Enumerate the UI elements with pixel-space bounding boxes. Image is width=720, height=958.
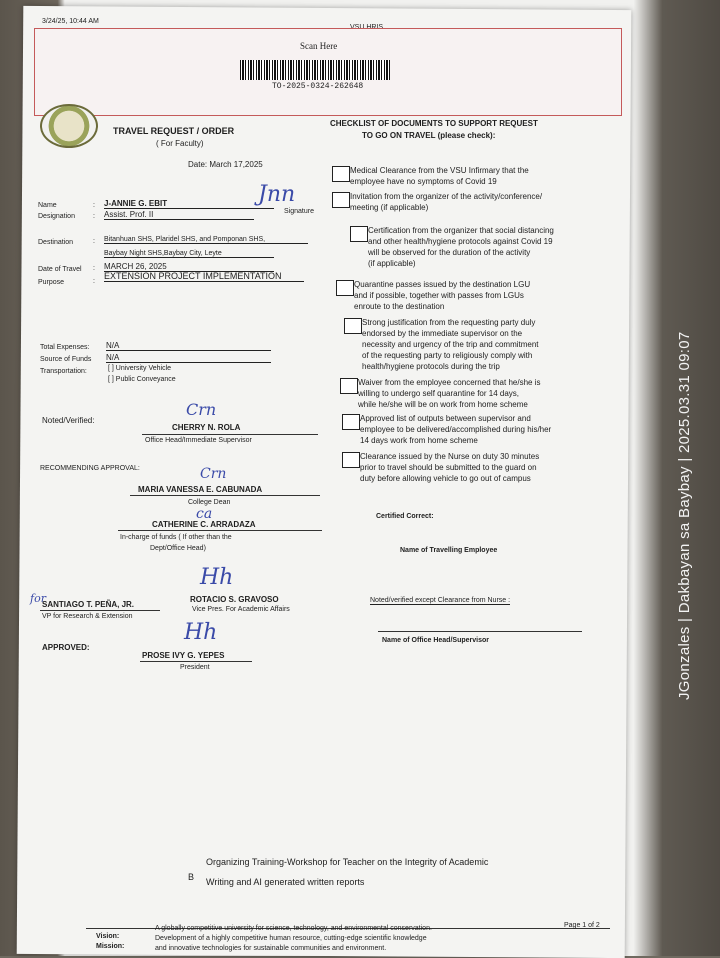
checklist-item-text: (if applicable) bbox=[368, 259, 416, 268]
checklist-item-text: Certification from the organizer that social distancing bbox=[368, 226, 554, 235]
checklist-checkbox[interactable] bbox=[342, 414, 360, 430]
employee-signature: Jnn bbox=[258, 182, 296, 207]
dean-signature: Crn bbox=[200, 466, 227, 482]
colon: : bbox=[93, 238, 95, 245]
checklist-item-text: endorsed by the immediate supervisor on the bbox=[362, 329, 523, 338]
item-letter: B bbox=[188, 872, 195, 882]
office-head-line bbox=[378, 631, 582, 632]
checklist-item-text: while he/she will be on work from home scheme bbox=[358, 400, 528, 409]
travelling-employee-label: Name of Travelling Employee bbox=[400, 547, 498, 554]
designation-label: Designation bbox=[38, 213, 75, 220]
checklist-item-text: will be observed for the duration of the activity bbox=[368, 248, 531, 257]
dean-name: MARIA VANESSA E. CABUNADA bbox=[138, 485, 263, 494]
dean-title: College Dean bbox=[188, 499, 231, 506]
photo-watermark: JGonzales | Dakbayan sa Baybay | 2025.03.31 09:07 bbox=[676, 331, 693, 700]
funds-signature-line bbox=[118, 530, 322, 531]
checklist-title-line2: TO GO ON TRAVEL (please check): bbox=[362, 131, 496, 140]
date-of-travel-value: MARCH 26, 2025 bbox=[104, 262, 274, 272]
vp-research-line bbox=[40, 610, 160, 611]
vp-research-signature: for bbox=[30, 592, 46, 605]
mission-label: Mission: bbox=[96, 943, 125, 950]
funds-incharge-title-line2: Dept/Office Head) bbox=[150, 545, 206, 552]
page-number: Page 1 of 2 bbox=[564, 922, 600, 929]
vp-academic-signature: Hh bbox=[200, 565, 234, 590]
vp-academic-title: Vice Pres. For Academic Affairs bbox=[192, 606, 290, 613]
total-expenses-label: Total Expenses: bbox=[40, 344, 90, 351]
dean-signature-line bbox=[130, 495, 320, 496]
checklist-item-text: employee to be delivered/accomplished during his/her bbox=[360, 425, 552, 434]
barcode-code: TO-2025-0324-262648 bbox=[272, 82, 364, 91]
funds-incharge-title-line1: In-charge of funds ( If other than the bbox=[120, 534, 232, 541]
checklist-item-text: Strong justification from the requesting party duly bbox=[362, 318, 536, 327]
checklist-item-text: Quarantine passes issued by the destination LGU bbox=[354, 280, 531, 289]
noted-verified-label: Noted/Verified: bbox=[42, 416, 95, 425]
colon: : bbox=[93, 202, 95, 209]
certified-correct-label: Certified Correct: bbox=[376, 513, 434, 520]
purpose-label: Purpose bbox=[38, 279, 65, 286]
checklist-checkbox[interactable] bbox=[344, 318, 362, 334]
checklist-item-text: employee have no symptoms of Covid 19 bbox=[350, 177, 497, 186]
supervisor-name: CHERRY N. ROLA bbox=[172, 423, 241, 432]
checklist-item-text: 14 days work from home scheme bbox=[360, 436, 478, 445]
colon: : bbox=[93, 278, 95, 285]
total-expenses-value: N/A bbox=[106, 341, 271, 351]
president-signature: Hh bbox=[184, 620, 218, 645]
form-subtitle: ( For Faculty) bbox=[156, 139, 204, 148]
mission-text-line1: Development of a highly competitive human resource, cutting-edge scientific knowledge bbox=[155, 935, 427, 942]
vision-text: A globally competitive university for science, technology, and environmental conservation. bbox=[155, 925, 432, 932]
checklist-item-text: Approved list of outputs between supervisor and bbox=[360, 414, 531, 423]
name-label: Name bbox=[38, 202, 57, 209]
office-head-label: Name of Office Head/Supervisor bbox=[382, 637, 489, 644]
checklist-title-line1: CHECKLIST OF DOCUMENTS TO SUPPORT REQUEST bbox=[330, 119, 538, 128]
checklist-checkbox[interactable] bbox=[332, 192, 350, 208]
item-description-line1: Organizing Training-Workshop for Teacher on the Integrity of Academic bbox=[206, 857, 489, 867]
checklist-checkbox[interactable] bbox=[340, 378, 358, 394]
checklist-item-text: health/hygiene protocols during the trip bbox=[362, 362, 500, 371]
checklist-item-text: of the requesting party to religiously comply with bbox=[362, 351, 533, 360]
checklist-checkbox[interactable] bbox=[350, 226, 368, 242]
source-of-funds-value: N/A bbox=[106, 353, 271, 363]
checklist-item-text: necessity and urgency of the trip and commitment bbox=[362, 340, 539, 349]
checklist-item-text: Invitation from the organizer of the activity/conference/ bbox=[350, 192, 543, 201]
destination-line1: Bitanhuan SHS, Plaridel SHS, and Pomponan SHS, bbox=[104, 236, 308, 244]
transportation-label: Transportation: bbox=[40, 368, 87, 375]
destination-line2: Baybay Night SHS,Baybay City, Leyte bbox=[104, 250, 274, 258]
checklist-item-text: and if possible, together with passes from LGUs bbox=[354, 291, 524, 300]
checklist-item-text: Waiver from the employee concerned that he/she is bbox=[358, 378, 541, 387]
designation-value: Assist. Prof. II bbox=[104, 210, 254, 220]
supervisor-signature-line bbox=[142, 434, 318, 435]
transport-option-public-conveyance: [ ] Public Conveyance bbox=[108, 376, 176, 383]
checklist-checkbox[interactable] bbox=[336, 280, 354, 296]
barcode bbox=[240, 60, 390, 80]
checklist-item-text: duty before allowing vehicle to go out of campus bbox=[360, 474, 531, 483]
checklist-item-text: willing to undergo self quarantine for 14 days, bbox=[358, 389, 519, 398]
noted-except-nurse-label: Noted/verified except Clearance from Nurse : bbox=[370, 597, 511, 604]
checklist-item-text: Medical Clearance from the VSU Infirmary that the bbox=[350, 166, 529, 175]
signature-label: Signature bbox=[284, 208, 314, 215]
checklist-item-text: meeting (if applicable) bbox=[350, 203, 429, 212]
vp-research-title: VP for Research & Extension bbox=[42, 613, 133, 620]
print-timestamp: 3/24/25, 10:44 AM bbox=[42, 18, 99, 25]
mission-text-line2: and innovative technologies for sustainable communities and environment. bbox=[155, 945, 387, 952]
checklist-item-text: Clearance issued by the Nurse on duty 30 minutes bbox=[360, 452, 540, 461]
supervisor-signature: Crn bbox=[186, 400, 217, 419]
checklist-item-text: enroute to the destination bbox=[354, 302, 445, 311]
scan-label: Scan Here bbox=[300, 41, 338, 51]
vp-research-name: SANTIAGO T. PEÑA, JR. bbox=[42, 600, 135, 609]
transport-option-university-vehicle: [ ] University Vehicle bbox=[108, 365, 172, 372]
source-of-funds-label: Source of Funds bbox=[40, 356, 92, 363]
date-of-travel-label: Date of Travel bbox=[38, 266, 82, 273]
name-value: J-ANNIE G. EBIT bbox=[104, 199, 274, 209]
president-name: PROSE IVY G. YEPES bbox=[142, 651, 225, 660]
item-description-line2: Writing and AI generated written reports bbox=[206, 877, 365, 887]
supervisor-title: Office Head/Immediate Supervisor bbox=[145, 437, 252, 444]
vision-label: Vision: bbox=[96, 933, 120, 940]
vp-academic-name: ROTACIO S. GRAVOSO bbox=[190, 595, 279, 604]
colon: : bbox=[93, 265, 95, 272]
checklist-item-text: prior to travel should be submitted to the guard on bbox=[360, 463, 537, 472]
request-date: Date: March 17,2025 bbox=[188, 160, 263, 169]
paper-sheet bbox=[17, 6, 632, 958]
university-seal-logo bbox=[40, 104, 98, 148]
checklist-item-text: and other health/hygiene protocols against Covid 19 bbox=[368, 237, 553, 246]
checklist-checkbox[interactable] bbox=[332, 166, 350, 182]
colon: : bbox=[93, 213, 95, 220]
destination-label: Destination bbox=[38, 239, 74, 246]
form-title: TRAVEL REQUEST / ORDER bbox=[113, 126, 235, 136]
approved-label: APPROVED: bbox=[42, 643, 90, 652]
president-title: President bbox=[180, 664, 210, 671]
purpose-value: EXTENSION PROJECT IMPLEMENTATION bbox=[104, 271, 304, 282]
checklist-checkbox[interactable] bbox=[342, 452, 360, 468]
president-signature-line bbox=[140, 661, 252, 662]
recommending-approval-label: RECOMMENDING APPROVAL: bbox=[40, 465, 140, 472]
funds-incharge-name: CATHERINE C. ARRADAZA bbox=[152, 520, 256, 529]
funds-signature: ca bbox=[196, 506, 213, 522]
